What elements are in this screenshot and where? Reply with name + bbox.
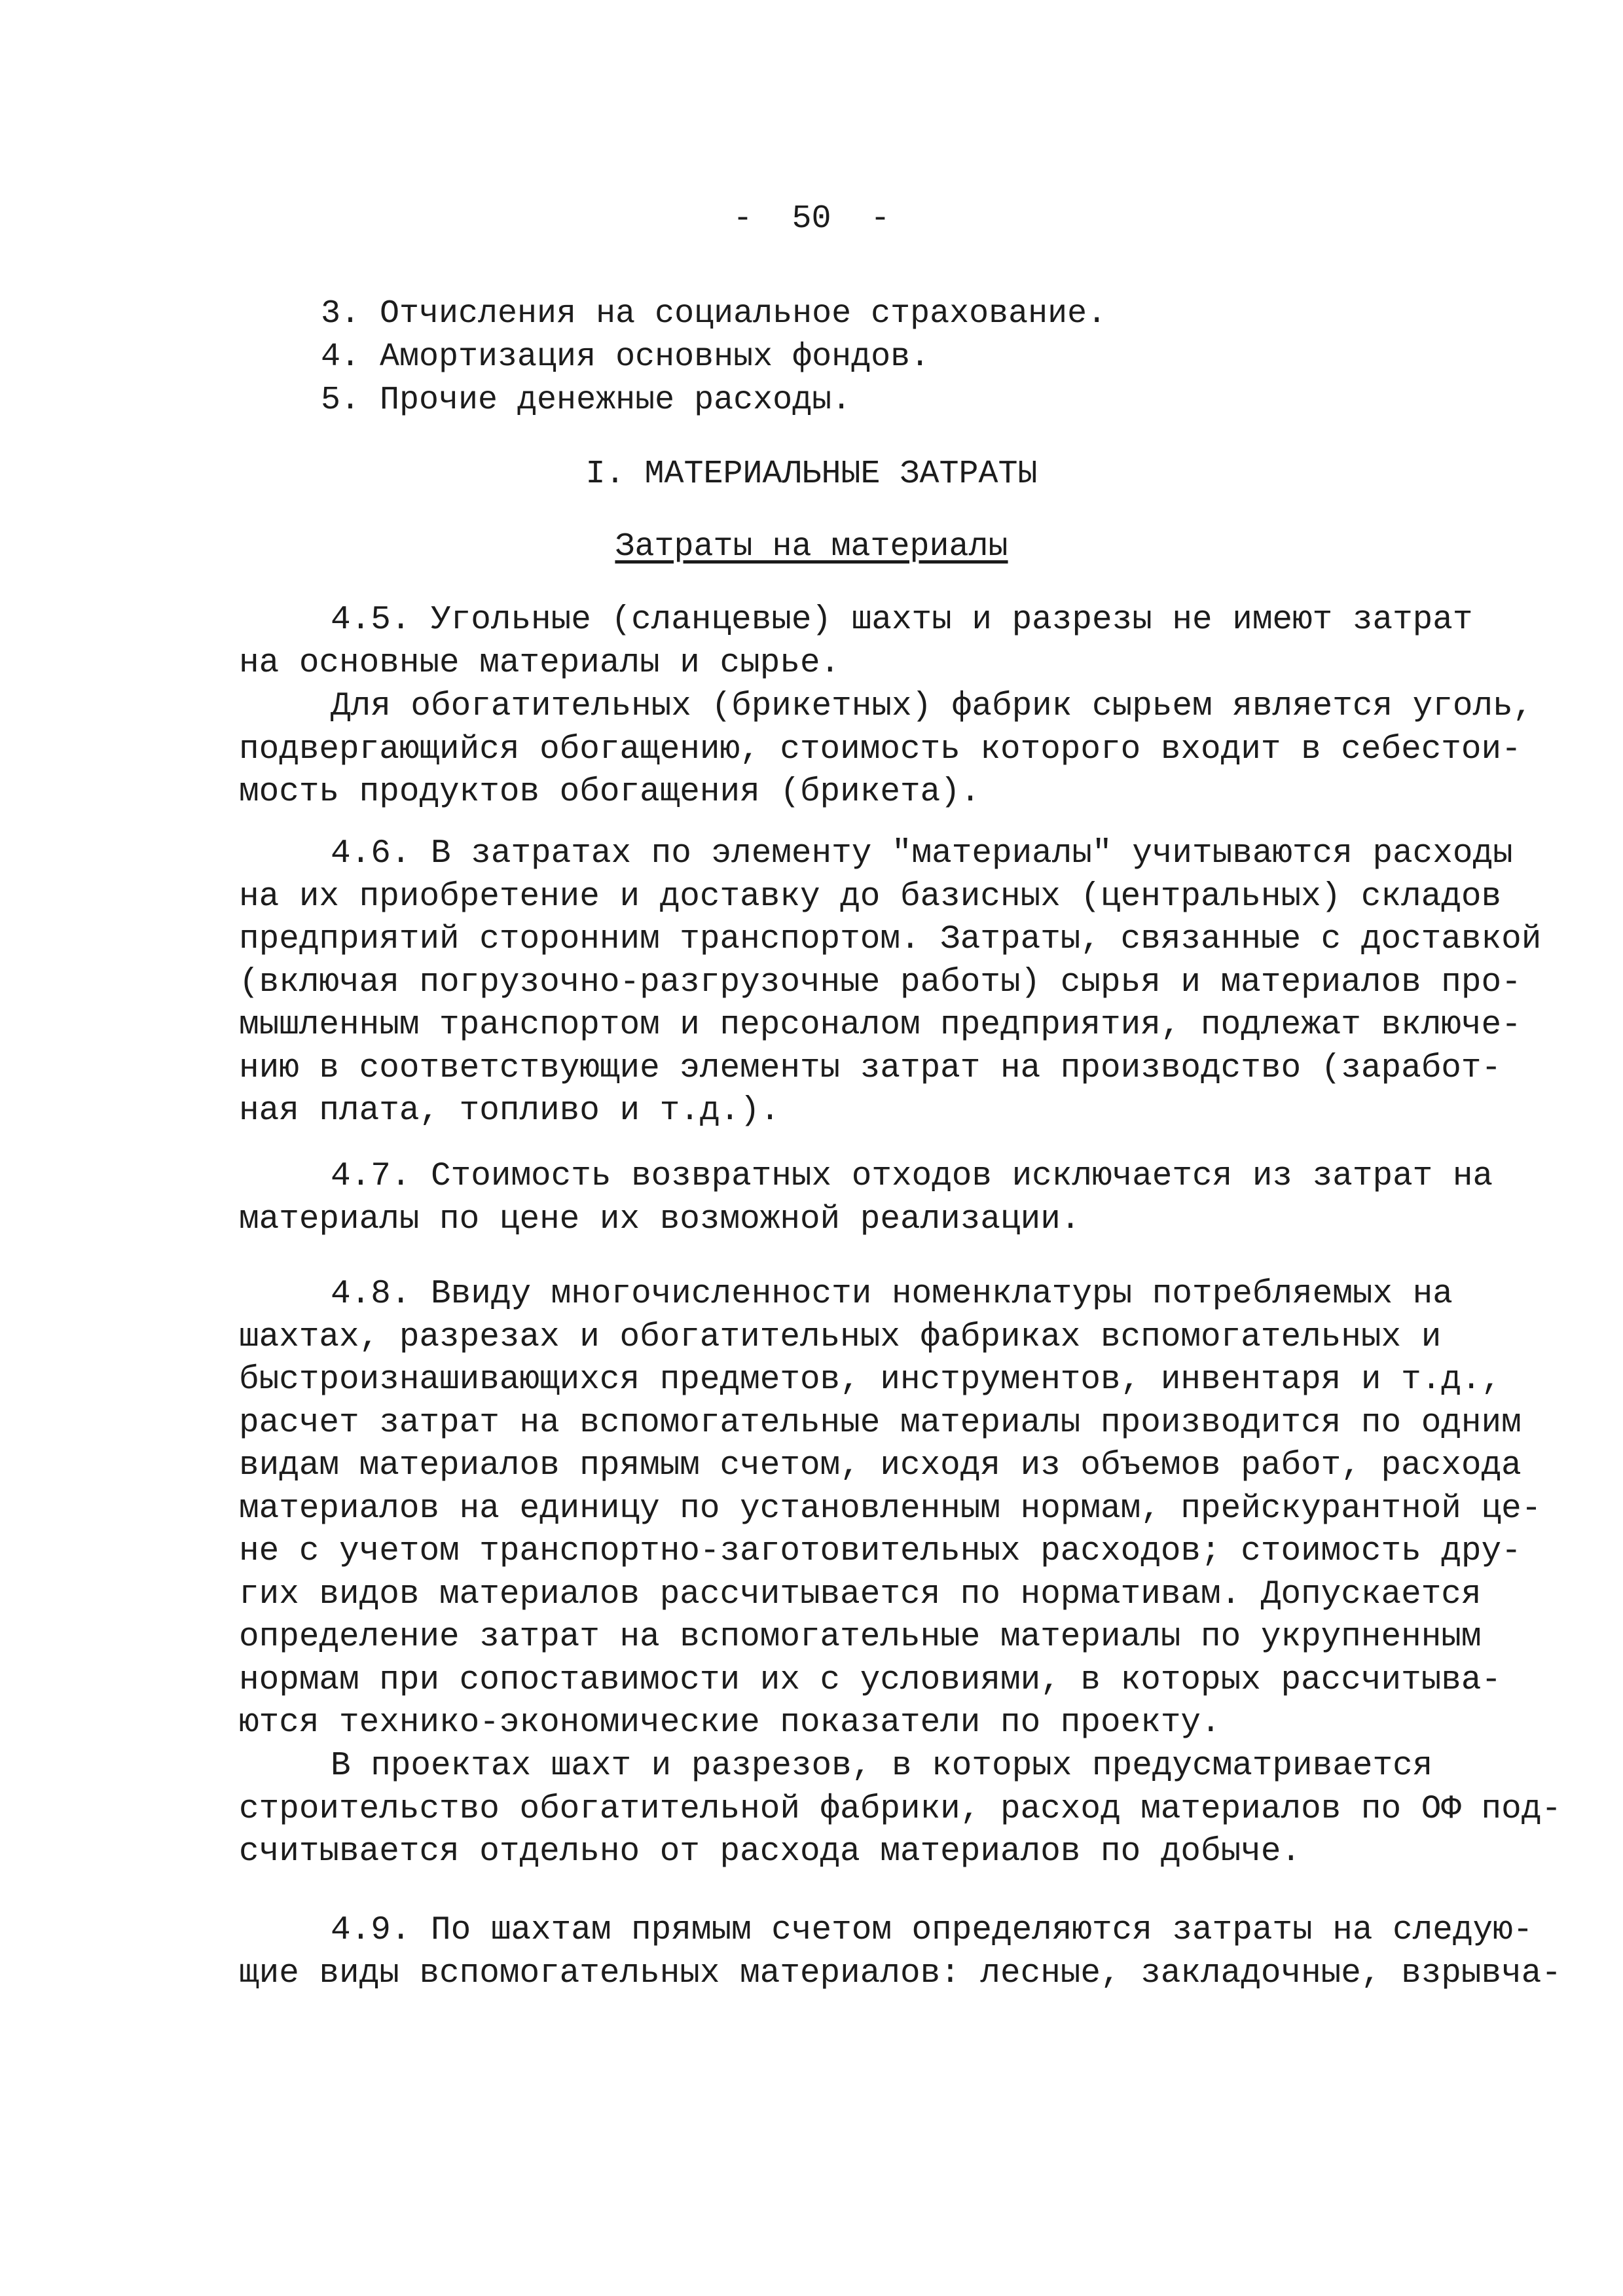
text-line: В проектах шахт и разрезов, в которых предусматривается [331,1748,1433,1785]
text-line: (включая погрузочно-разгрузочные работы) сырья и материалов про- [239,963,1522,1001]
text-line: мость продуктов обогащения (брикета). [239,774,981,811]
text-line: предприятий сторонним транспортом. Затраты, связанные с доставкой [239,921,1542,958]
text-line: 4.8. Ввиду многочисленности номенклатуры потребляемых на [331,1276,1453,1313]
text-line: строительство обогатительной фабрики, расход материалов по ОФ под- [239,1790,1561,1828]
text-line: 4.7. Стоимость возвратных отходов исключается из затрат на [331,1158,1493,1195]
text-line: не с учетом транспортно-заготовительных расходов; стоимость дру- [239,1533,1522,1570]
text-line: ная плата, топливо и т.д.). [239,1092,780,1130]
text-line: определение затрат на вспомогательные материалы по укрупненным [239,1619,1482,1656]
paragraph-4-8 [239,1273,1542,1745]
list-item: 3. Отчисления на социальное страхование. [321,295,1107,332]
subsection-title-text: Затраты на материалы [615,528,1008,565]
text-line: ются технико-экономические показатели по проекту. [239,1704,1221,1742]
text-line: материалы по цене их возможной реализации. [239,1200,1081,1238]
text-line: расчет затрат на вспомогательные материалы производится по одним [239,1404,1522,1442]
section-title: I. МАТЕРИАЛЬНЫЕ ЗАТРАТЫ [585,456,1038,493]
text-line: 4.9. По шахтам прямым счетом определяются затраты на следую- [331,1912,1533,1949]
text-line: шахтах, разрезах и обогатительных фабриках вспомогательных и [239,1318,1442,1356]
text-line: 4.5. Угольные (сланцевые) шахты и разрезы не имеют затрат [331,601,1473,639]
text-line: мышленным транспортом и персоналом предприятия, подлежат включе- [239,1007,1522,1044]
paragraph-enrichment-plants [239,685,1533,814]
text-line: гих видов материалов рассчитывается по нормативам. Допускается [239,1575,1482,1613]
text-line: нормам при сопоставимости их с условиями, в которых рассчитыва- [239,1661,1502,1699]
cost-elements-list [321,293,1106,422]
text-line: щие виды вспомогательных материалов: лесные, закладочные, взрывча- [239,1954,1561,1992]
subsection-title [0,528,1623,567]
text-line: на их приобретение и доставку до базисных (центральных) складов [239,878,1502,916]
text-line: видам материалов прямым счетом, исходя из объемов работ, расхода [239,1447,1522,1484]
paragraph-mine-projects [239,1745,1561,1874]
text-line: считывается отдельно от расхода материалов по добыче. [239,1833,1302,1871]
text-line: нию в соответствующие элементы затрат на производство (заработ- [239,1049,1502,1087]
text-line: 4.6. В затратах по элементу "материалы" учитываются расходы [331,835,1513,872]
text-line: на основные материалы и сырье. [239,644,841,682]
text-line: подвергающийся обогащению, стоимость которого входит в себестои- [239,730,1522,768]
text-line: Для обогатительных (брикетных) фабрик сырьем является уголь, [331,688,1533,725]
paragraph-4-5 [239,599,1473,685]
text-line: материалов на единицу по установленным нормам, прейскурантной це- [239,1490,1542,1528]
text-line: быстроизнашивающихся предметов, инструментов, инвентаря и т.д., [239,1361,1502,1399]
paragraph-4-6 [239,833,1542,1133]
list-item: 5. Прочие денежные расходы. [321,382,852,419]
paragraph-4-7 [239,1155,1493,1241]
page-number: - 50 - [733,200,890,238]
paragraph-4-9 [239,1909,1561,1995]
list-item: 4. Амортизация основных фондов. [321,338,930,376]
